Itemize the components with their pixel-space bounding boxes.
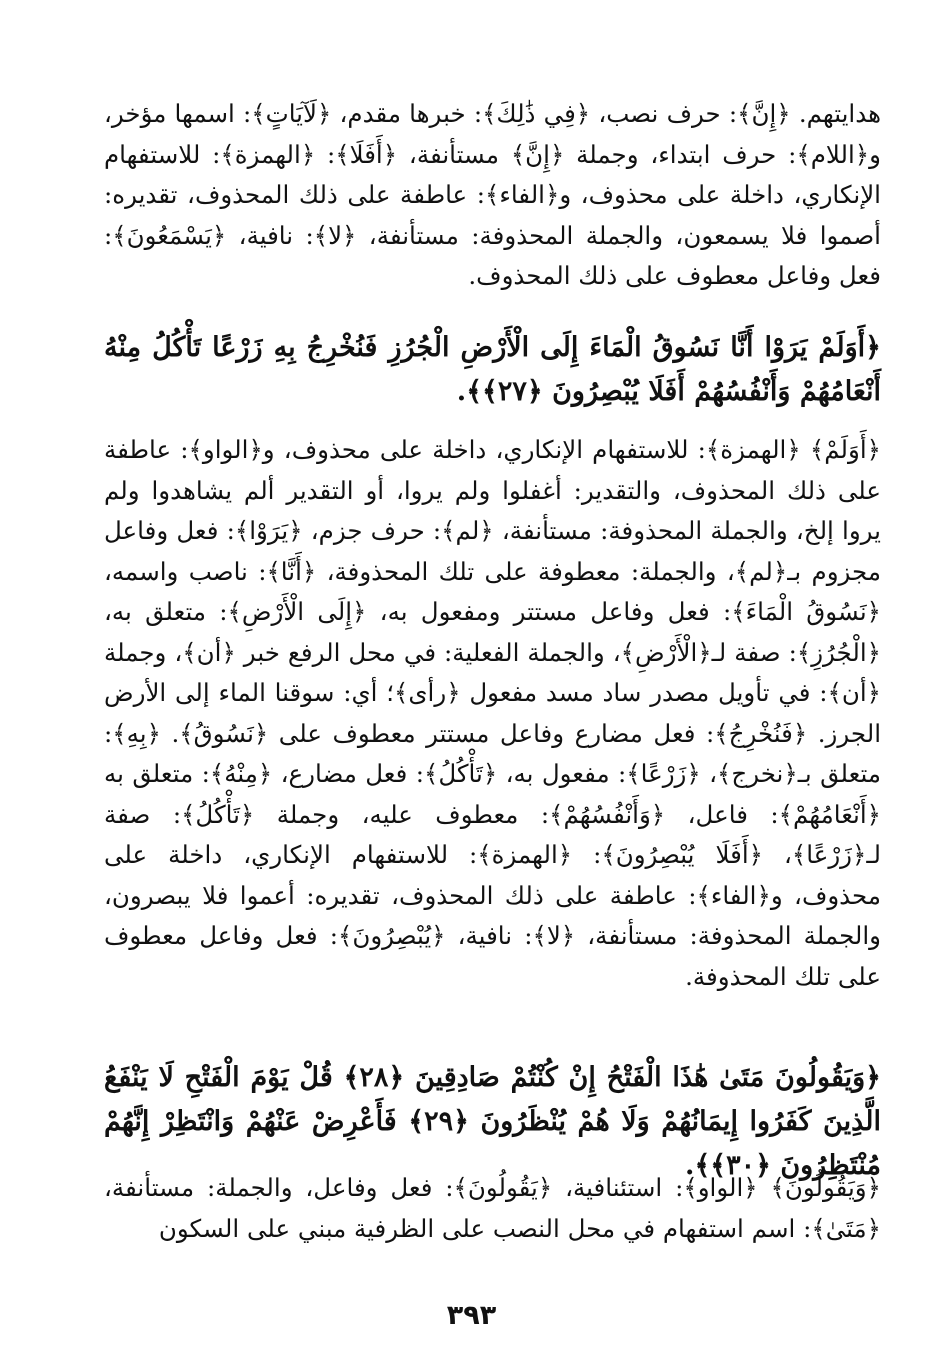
paragraph-grammar-analysis-3: ﴿وَيَقُولُونَ﴾ ﴿الواو﴾: استئنافية، ﴿يَقُولُونَ﴾: فعل وفاعل، والجملة: مستأنفة، ﴿مَتَىٰ﴾: اسم استفهام في محل النصب على الظرفية مبني على السكون xyxy=(104,1173,881,1243)
paragraph-grammar-analysis-2: ﴿أَوَلَمْ﴾ ﴿الهمزة﴾: للاستفهام الإنكاري، داخلة على محذوف، و﴿الواو﴾: عاطفة على ذلك المحذوف، والتقدير: أغفلوا ولم يروا، أو التقدير ألم يشاهدوا ولم يروا إلخ، والجملة المحذوفة: مستأنفة، ﴿لم﴾: حرف جزم، ﴿يَرَوْا﴾: فعل وفاعل مجزوم بـ﴿لم﴾، والجملة: معطوفة على تلك المحذوفة، ﴿أَنَّا﴾: ناصب واسمه، ﴿نَسُوقُ الْمَاءَ﴾: فعل وفاعل مستتر ومفعول به، ﴿إِلَى الْأَرْضِ﴾: متعلق به، ﴿الْجُرُزِ﴾: صفة لـ﴿الْأَرْضِ﴾، والجملة الفعلية: في محل الرفع خبر ﴿أن﴾، وجملة ﴿أن﴾: في تأويل مصدر ساد مسد مفعول ﴿رأى﴾؛ أي: سوقنا الماء إلى الأرض الجرز. ﴿فَنُخْرِجُ﴾: فعل مضارع وفاعل مستتر معطوف على ﴿نَسُوقُ﴾. ﴿بِهِ﴾: متعلق بـ﴿نخرج﴾، ﴿زَرْعًا﴾: مفعول به، ﴿تَأْكُلُ﴾: فعل مضارع، ﴿مِنْهُ﴾: متعلق به ﴿أَنْعَامُهُمْ﴾: فاعل، ﴿وَأَنْفُسُهُمْ﴾: معطوف عليه، وجملة ﴿تَأْكُلُ﴾: صفة لـ﴿زَرْعًا﴾، ﴿أَفَلَا يُبْصِرُونَ﴾: ﴿الهمزة﴾: للاستفهام الإنكاري، داخلة على محذوف، و﴿الفاء﴾: عاطفة على ذلك المحذوف، تقديره: أعموا فلا يبصرون، والجملة المحذوفة: مستأنفة، ﴿لا﴾: نافية، ﴿يُبْصِرُونَ﴾: فعل وفاعل معطوف على تلك المحذوفة. xyxy=(104,435,881,991)
quran-verse-27: ﴿أَوَلَمْ يَرَوْا أَنَّا نَسُوقُ الْمَاءَ إِلَى الْأَرْضِ الْجُرُزِ فَنُخْرِجُ بِهِ زَرْعًا تَأْكُلُ مِنْهُ أَنْعَامُهُمْ وَأَنْفُسُهُمْ أَفَلَا يُبْصِرُونَ ﴿٢٧﴾﴾. xyxy=(104,332,881,407)
page-number: ٣٩٣ xyxy=(446,1300,497,1331)
quran-verses-28-30: ﴿وَيَقُولُونَ مَتَىٰ هَٰذَا الْفَتْحُ إِنْ كُنْتُمْ صَادِقِينَ ﴿٢٨﴾ قُلْ يَوْمَ الْفَتْحِ لَا يَنْفَعُ الَّذِينَ كَفَرُوا إِيمَانُهُمْ وَلَا هُمْ يُنْظَرُونَ ﴿٢٩﴾ فَأَعْرِضْ عَنْهُمْ وَانْتَظِرْ إِنَّهُمْ مُنْتَظِرُونَ ﴿٣٠﴾﴾. xyxy=(104,1062,882,1181)
paragraph-grammar-analysis-1: هدايتهم. ﴿إِنَّ﴾: حرف نصب، ﴿فِي ذَٰلِكَ﴾: خبرها مقدم، ﴿لَآيَاتٍ﴾: اسمها مؤخر، و﴿اللام﴾: حرف ابتداء، وجملة ﴿إِنَّ﴾ مستأنفة، ﴿أَفَلَا﴾: ﴿الهمزة﴾: للاستفهام الإنكاري، داخلة على محذوف، و﴿الفاء﴾: عاطفة على ذلك المحذوف، تقديره: أصموا فلا يسمعون، والجملة المحذوفة: مستأنفة، ﴿لا﴾: نافية، ﴿يَسْمَعُونَ﴾: فعل وفاعل معطوف على ذلك المحذوف. xyxy=(104,99,881,290)
